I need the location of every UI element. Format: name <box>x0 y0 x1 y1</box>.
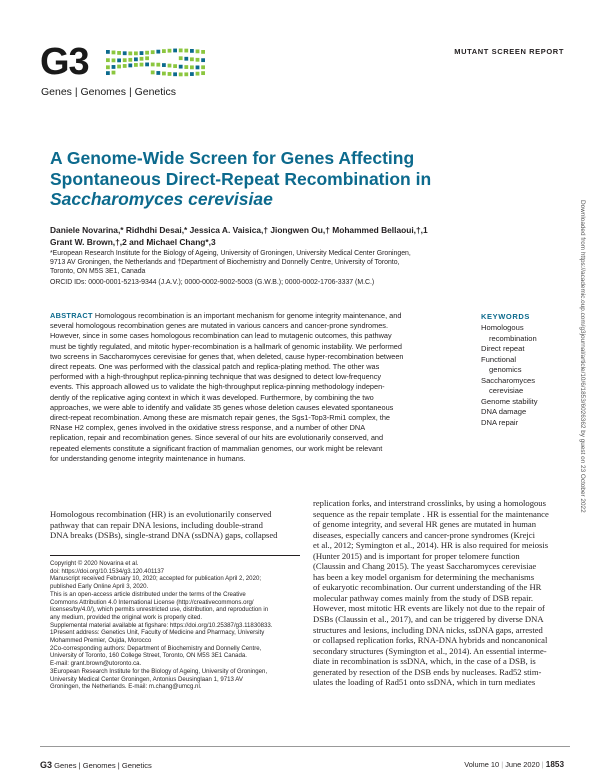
authors-line-2: Grant W. Brown,†,2 and Michael Chang*,3 <box>50 237 216 247</box>
footer-page: 1853 <box>545 760 564 769</box>
footer-journal-name: Genes | Genomes | Genetics <box>54 761 152 770</box>
body-line: diate in recombination is ssDNA, which, in the case of a DSB, is <box>313 656 536 667</box>
body-line: DSBs (Claussin et al., 2017), and can be triggered by diverse DNA <box>313 614 544 625</box>
journal-logo-mark: G3 <box>40 41 89 83</box>
body-line: However, most mitotic HR events are likely not due to the repair of <box>313 603 545 614</box>
logo-dot <box>106 71 110 75</box>
metadata-line: Copyright © 2020 Novarina et al. <box>50 560 139 567</box>
download-note-text: Downloaded from https://academic.oup.com/g3journal/article/10/6/1853/6026362 by guest on 23 October 2022 <box>579 200 586 513</box>
logo-dot <box>173 64 177 68</box>
logo-dot <box>179 65 183 69</box>
logo-dot <box>123 64 127 68</box>
abstract-line <box>50 331 470 341</box>
keyword-item: cerevisiae <box>489 386 524 395</box>
body-line: (Hunter 2015) and is important for proper telomere function <box>313 550 520 561</box>
logo-dot <box>151 50 155 54</box>
abstract-line <box>50 454 470 464</box>
logo-dot <box>134 51 138 55</box>
abstract-line-text: direct-repeat recombination. Among these are mismatch repair genes, the Sgs1-Top3-Rmi1 complex, the <box>50 413 391 423</box>
logo-dot <box>190 57 194 61</box>
logo-dot <box>162 72 166 76</box>
logo-dot <box>201 58 205 62</box>
logo-dot <box>190 65 194 69</box>
body-line: or collapsed replication forks, RNA-DNA hybrids and noncanonical <box>313 635 548 646</box>
abstract-line <box>50 423 470 433</box>
abstract-line-text: performed with a high-throughput replica-pinning technique that was designed to detect low-frequency <box>50 372 382 382</box>
metadata-line: 1Present address: Genetics Unit, Faculty of Medicine and Pharmacy, University <box>50 629 265 637</box>
abstract-line <box>50 372 470 382</box>
logo-dot <box>128 58 132 62</box>
logo-dot <box>117 51 121 55</box>
abstract-line-text: events. This approach allowed us to validate the high-throughput replica-pinning methodology indepen- <box>50 382 385 392</box>
dna-dots-icon <box>102 46 212 82</box>
abstract <box>50 311 470 464</box>
logo-dot <box>196 49 200 53</box>
logo-dot <box>151 71 155 75</box>
abstract-line <box>50 403 470 413</box>
body-line: has been a key model organism for determining the mechanisms <box>313 571 535 582</box>
abstract-line <box>50 321 470 331</box>
journal-logo-subtitle: Genes | Genomes | Genetics <box>41 86 177 98</box>
orcid-ids: ORCID IDs: 0000-0001-5213-9344 (J.A.V.); 0000-0002-9002-5003 (G.W.B.); 0000-0002-1706-3337 (M.C.) <box>50 279 375 286</box>
body-line: (Claussin and Chang 2015). The yeast Saccharomyces cerevisiae <box>313 561 537 572</box>
body-line: structures and lesions, including DNA nicks, ssDNA gaps, arrested <box>313 624 543 635</box>
article-metadata <box>50 560 300 691</box>
keyword-item: recombination <box>489 333 537 343</box>
body-line: Homologous recombination (HR) is an evolutionarily conserved <box>50 509 272 519</box>
abstract-line <box>50 444 470 454</box>
body-column-left <box>50 509 300 541</box>
abstract-line <box>50 393 470 403</box>
logo-dot <box>128 51 132 55</box>
metadata-line: 2Co-corresponding authors: Department of Biochemistry and Donnelly Centre, <box>50 644 262 652</box>
logo-dot <box>168 49 172 53</box>
metadata-line: any medium, provided the original work is properly cited. <box>50 613 203 621</box>
body-line: sequence as the repair template . HR is essential for the maintenance <box>313 508 549 519</box>
logo-dot <box>106 50 110 54</box>
logo-dot <box>156 50 160 54</box>
footer-volume: Volume 10 <box>464 760 500 769</box>
body-line: secondary structures (Symington et al., 2014). An essential interme- <box>313 645 547 656</box>
keyword-item: Direct repeat <box>481 344 525 353</box>
abstract-line-text: must be tightly regulated, and mitotic hyper-recombination is a hallmark of genomic instability. We performed <box>50 341 402 351</box>
body-line: of genome integrity, and several HR genes are mutated in human <box>313 519 537 530</box>
body-line: ulates the loading of Rad51 onto ssDNA, which in turn mediates <box>313 677 536 688</box>
logo-dot <box>145 56 149 60</box>
logo-dot <box>196 58 200 62</box>
logo-dot <box>117 58 121 62</box>
logo-dot <box>112 58 116 62</box>
logo-dot <box>106 58 110 62</box>
journal-logo <box>40 42 200 102</box>
logo-dot <box>106 65 110 69</box>
abstract-line-text: two screens in Saccharomyces cerevisiae for genes that, when deleted, cause hyper-recombination between <box>50 351 404 361</box>
keyword-item: genomics <box>489 365 522 374</box>
abstract-line-text: approaches, we were able to identify and validate 35 genes whose deletion causes elevated spontaneous <box>50 402 394 412</box>
metadata-line: University of Toronto, 160 College Street, Toronto, ON M5S 3E1 Canada. <box>50 652 247 660</box>
logo-dot <box>196 72 200 76</box>
author-list <box>50 224 470 248</box>
logo-dot <box>173 49 177 53</box>
keyword-item: Genome stability <box>481 396 538 406</box>
metadata-line: Manuscript received February 10, 2020; accepted for publication April 2, 2020; <box>50 575 262 583</box>
metadata-line: Supplemental material available at figshare: https://doi.org/10.25387/g3.11830833. <box>50 621 273 629</box>
metadata-line: doi: https://doi.org/10.1534/g3.120.401137 <box>50 567 165 575</box>
logo-dot <box>173 72 177 76</box>
logo-dot <box>184 49 188 53</box>
authors-line-1: Daniele Novarina,* Ridhdhi Desai,* Jessica A. Vaisica,† Jiongwen Ou,† Mohammed Bellaoui,†,1 <box>50 225 428 235</box>
body-line: DNA breaks (DSBs), single-strand DNA (ssDNA) gaps, collapsed <box>50 530 278 541</box>
logo-dot <box>162 49 166 53</box>
logo-dot <box>112 71 116 75</box>
logo-dot <box>112 51 116 55</box>
logo-dot <box>123 58 127 62</box>
title-line-2: Spontaneous Direct-Repeat Recombination in <box>50 168 432 189</box>
abstract-line-text: Homologous recombination is an important mechanism for genome integrity maintenance, and <box>94 311 402 320</box>
logo-dot <box>168 64 172 68</box>
abstract-line <box>50 433 470 443</box>
footer-logo-mark: G3 <box>40 760 53 770</box>
logo-dot <box>128 64 132 68</box>
metadata-line: University Medical Center Groningen, Antonius Deusinglaan 1, 9713 AV <box>50 675 243 683</box>
keyword-item: Saccharomyces <box>481 375 536 385</box>
logo-dot <box>201 50 205 54</box>
abstract-line <box>50 382 470 392</box>
logo-dot <box>123 51 127 55</box>
logo-dot <box>168 72 172 76</box>
body-line: of eukaryotic recombination. Our current understanding of the HR <box>313 582 542 593</box>
logo-dot <box>117 65 121 69</box>
logo-dot <box>201 71 205 75</box>
body-line: replication forks, and interstrand crosslinks, by using a homologous <box>313 498 546 508</box>
footer-date: June 2020 <box>505 760 540 769</box>
logo-dot <box>184 72 188 76</box>
abstract-label: ABSTRACT <box>50 311 93 320</box>
keyword-item: DNA damage <box>481 407 527 416</box>
logo-dot <box>145 63 149 67</box>
metadata-line: Commons Attribution 4.0 International License (http://creativecommons.org/ <box>50 598 254 606</box>
metadata-line: Groningen, the Netherlands. E-mail: m.chang@umcg.nl. <box>50 683 202 691</box>
keywords-box <box>481 312 571 428</box>
abstract-line-text: several homologous recombination genes are mutated in various cancers and cancer-prone syndromes. <box>50 321 388 331</box>
logo-dot <box>156 71 160 75</box>
abstract-line <box>50 362 470 372</box>
logo-dot <box>156 63 160 67</box>
logo-dot <box>190 72 194 76</box>
logo-dot <box>190 49 194 53</box>
logo-dot <box>145 51 149 55</box>
metadata-line: Mohammed Premier, Oujda, Morocco <box>50 637 152 645</box>
logo-dot <box>184 57 188 61</box>
body-line: molecular pathway comes mainly from the study of DSB repair. <box>313 592 534 603</box>
divider <box>50 555 300 556</box>
logo-dot <box>112 65 116 69</box>
logo-dot <box>179 72 183 76</box>
abstract-line-text: direct repeats. One was performed with the classical patch and replica-plating method. The other was <box>50 362 380 372</box>
body-line: generated by resection of the DSB ends by nucleases. Rad52 stim- <box>313 666 542 677</box>
logo-dot <box>162 63 166 67</box>
body-column-right <box>313 498 565 688</box>
body-line: diseases, especially cancers and cancer-prone syndromes (Krejci <box>313 529 535 540</box>
abstract-line-text: However, since in some cases homologous recombination can lead to mutagenic outcomes, this pathway <box>50 331 392 341</box>
logo-dot <box>140 63 144 67</box>
abstract-line <box>50 342 470 352</box>
title-line-3: Saccharomyces cerevisiae <box>50 189 273 209</box>
download-note <box>576 200 588 560</box>
logo-dot <box>134 63 138 67</box>
abstract-line <box>50 413 470 423</box>
logo-dot <box>134 57 138 61</box>
logo-dot <box>140 57 144 61</box>
body-line: et al., 2012; Symington et al., 2014). HR is also required for meiosis <box>313 540 549 551</box>
body-line: pathway that can repair DNA lesions, including double-strand <box>50 519 263 530</box>
logo-dot <box>179 49 183 53</box>
article-type: MUTANT SCREEN REPORT <box>454 47 564 56</box>
abstract-line <box>50 311 470 321</box>
abstract-line-text: replication, repair and recombination genes. Since several of our hits are evolutionarily conserved, and <box>50 433 384 443</box>
title-line-1: A Genome-Wide Screen for Genes Affecting <box>50 148 415 168</box>
keywords-heading: KEYWORDS <box>481 312 530 321</box>
metadata-line: This is an open-access article distributed under the terms of the Creative <box>50 590 246 598</box>
metadata-line: published Early Online April 3, 2020. <box>50 583 149 591</box>
affiliation-line-3: Toronto, ON M5S 3E1, Canada <box>50 268 146 276</box>
abstract-line-text: dently of the replicative aging context in which it was developed. Furthermore, by combining the two <box>50 392 374 402</box>
logo-dot <box>179 56 183 60</box>
abstract-line <box>50 352 470 362</box>
affiliation-line-2: 9713 AV Groningen, the Netherlands and †Department of Biochemistry and Donnelly Centre, University of Toronto, <box>50 259 400 267</box>
footer-issue: Volume 10 | June 2020 | 1853 <box>464 760 564 769</box>
footer-divider <box>40 746 570 747</box>
logo-dot <box>196 65 200 69</box>
logo-dot <box>201 65 205 69</box>
logo-dot <box>140 51 144 55</box>
abstract-line-text: RNase H2 complex, genes involved in the oxidative stress response, and a number of other DNA <box>50 423 366 433</box>
logo-dot <box>184 65 188 69</box>
affiliation-line-1: *European Research Institute for the Biology of Ageing, University of Groningen, University Medical Center Groningen, <box>50 250 411 257</box>
metadata-line: licenses/by/4.0/), which permits unrestricted use, distribution, and reproduction in <box>50 606 269 614</box>
abstract-line-text: for understanding genome integrity maintenance in humans. <box>50 453 246 463</box>
abstract-line-text: repeated elements constitute a significant fraction of mammalian genomes, our work might be relevant <box>50 443 383 453</box>
affiliations <box>50 249 470 277</box>
metadata-line: E-mail: grant.brown@utoronto.ca. <box>50 660 142 668</box>
footer-journal <box>40 760 152 770</box>
keyword-item: DNA repair <box>481 417 519 427</box>
article-title <box>50 148 470 210</box>
keyword-item: Homologous <box>481 323 524 332</box>
logo-dot <box>151 63 155 67</box>
keyword-item: Functional <box>481 354 517 364</box>
metadata-line: 3European Research Institute for the Biology of Ageing, University of Groningen, <box>50 667 268 675</box>
